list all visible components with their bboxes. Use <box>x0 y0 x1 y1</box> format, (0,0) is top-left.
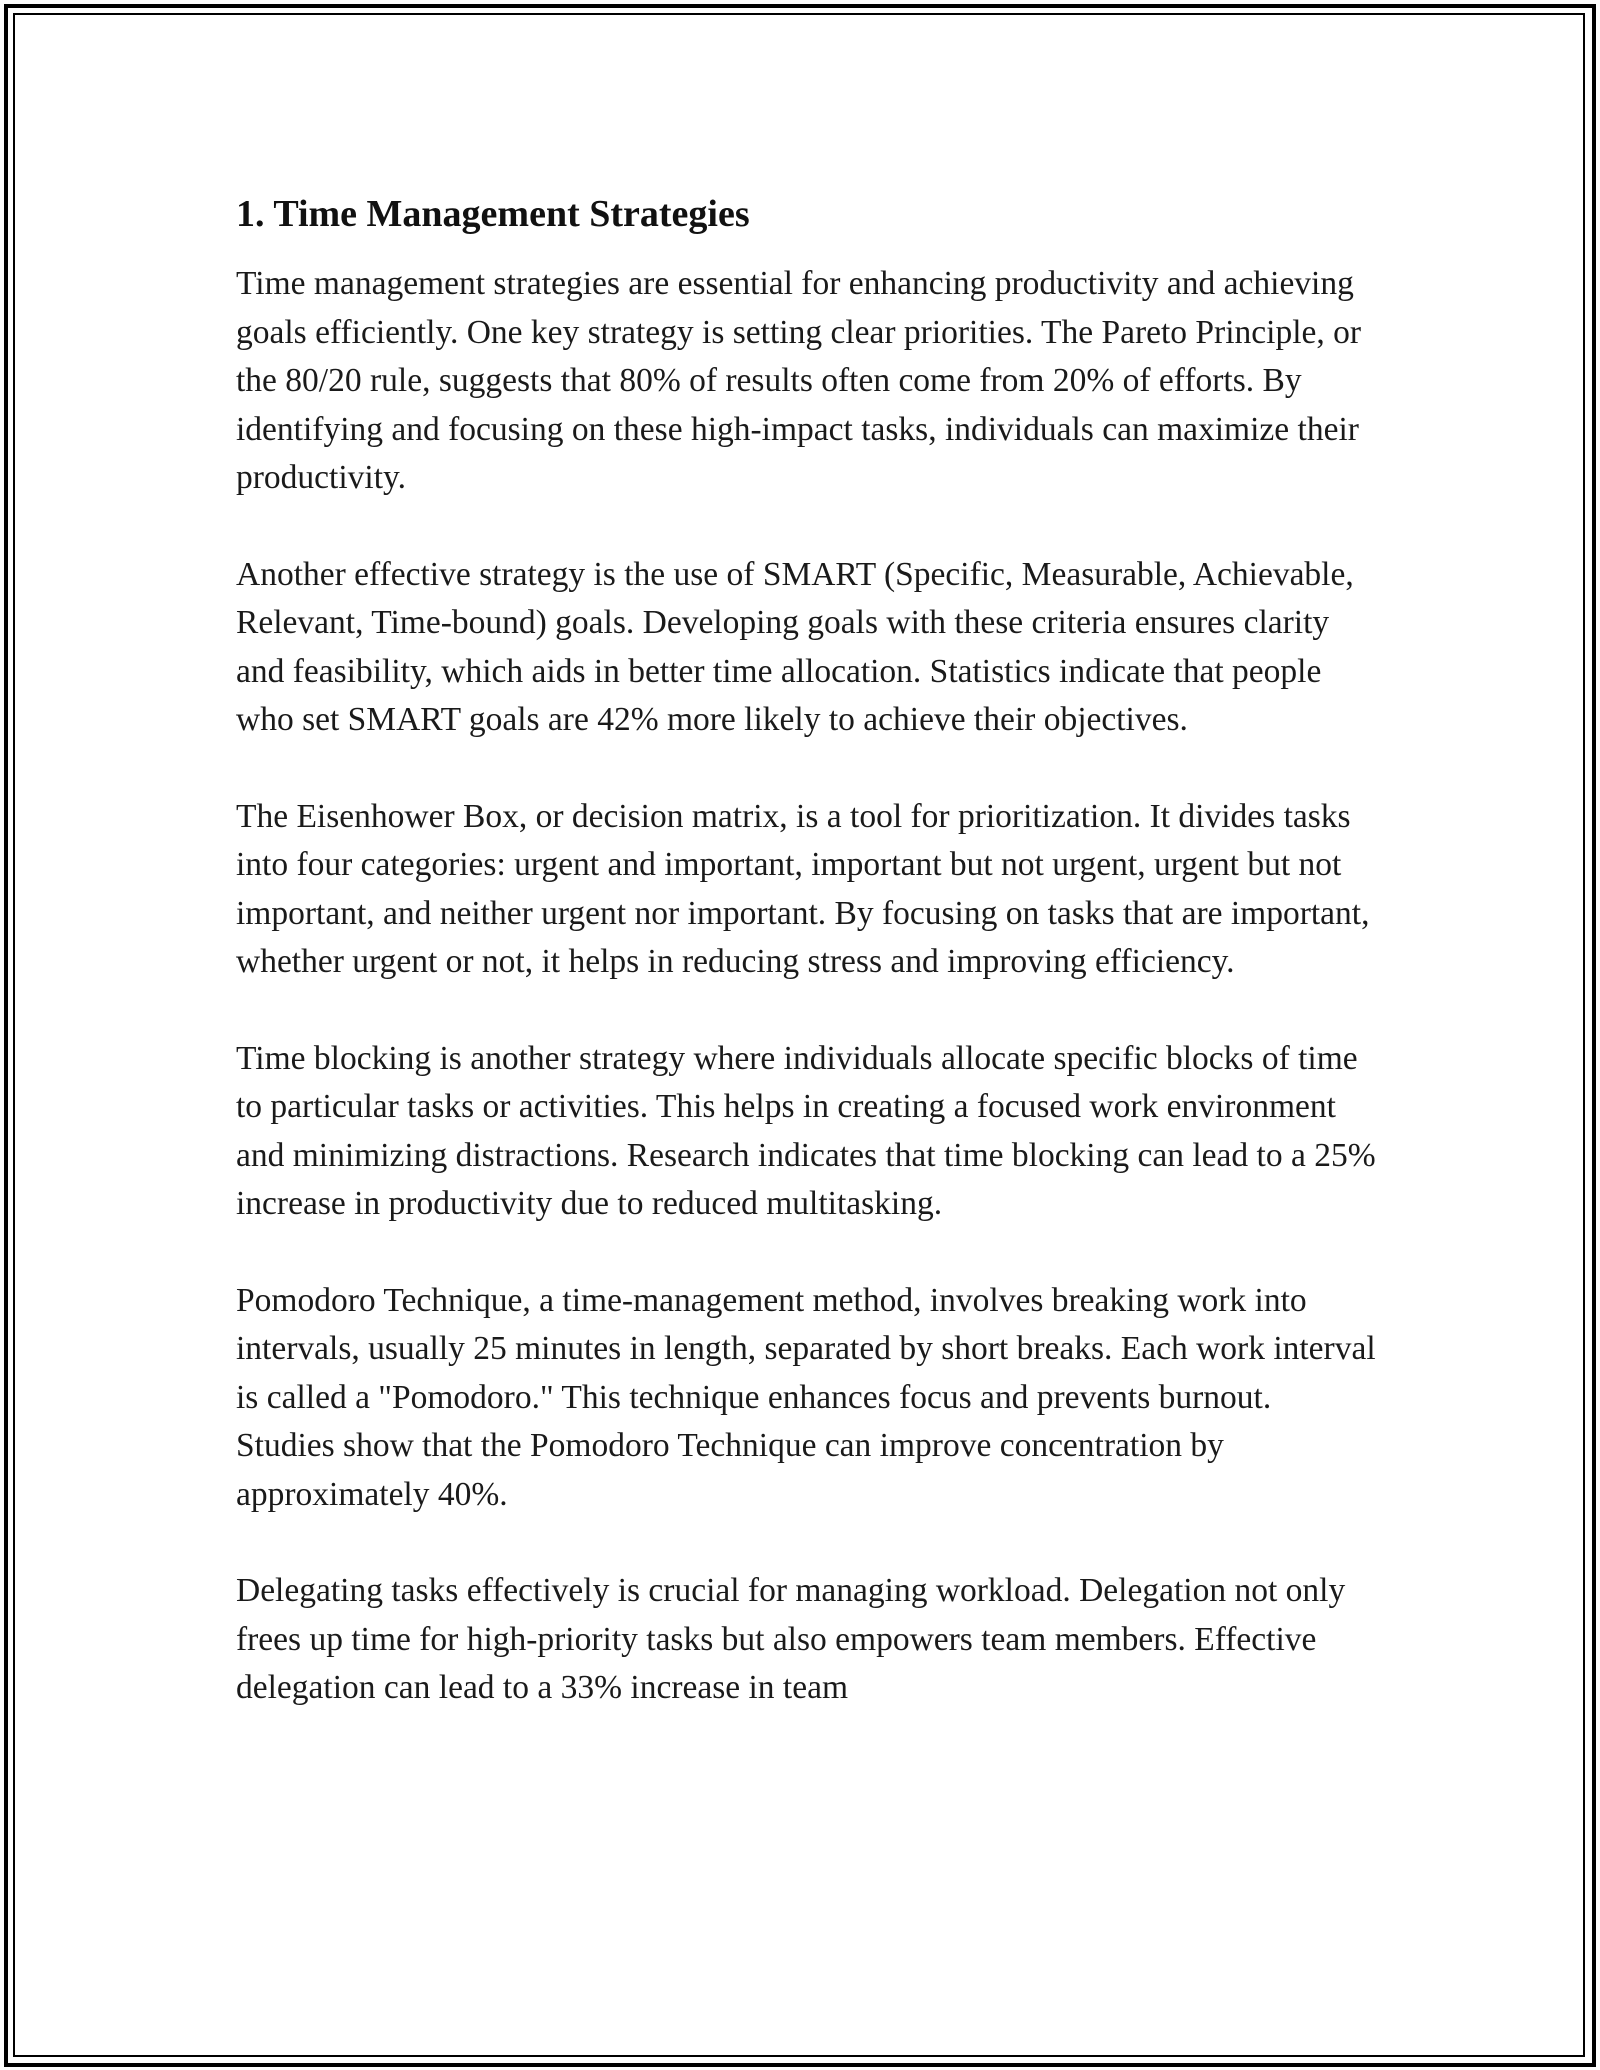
paragraph-pomodoro: Pomodoro Technique, a time-management method, involves breaking work into intervals, usually 25 minutes in length, separated by short breaks. Each work interval is called a "Pomodoro." This technique enhances focus and prevents burnout. Studies show that the Pomodoro Technique can improve concentration by approximately 40%. <box>236 1281 1376 1513</box>
paragraph-time-blocking: Time blocking is another strategy where individuals allocate specific blocks of time to particular tasks or activities. This helps in creating a focused work environment and minimizing distractions. Research indicates that time blocking can lead to a 25% increase in productivity due to reduced multitasking. <box>236 1039 1376 1222</box>
section-heading: 1. Time Management Strategies <box>236 193 750 235</box>
paragraph-smart-goals: Another effective strategy is the use of SMART (Specific, Measurable, Achievable, Relevant, Time-bound) goals. Developing goals with these criteria ensures clarity and feasibility, which aids in better time allocation. Statistics indicate that people who set SMART goals are 42% more likely to achieve their objectives. <box>236 555 1354 738</box>
paragraph-list <box>236 260 1376 1713</box>
paragraph-pareto: Time management strategies are essential for enhancing productivity and achieving goals efficiently. One key strategy is setting clear priorities. The Pareto Principle, or the 80/20 rule, suggests that 80% of results often come from 20% of efforts. By identifying and focusing on these high-impact tasks, individuals can maximize their productivity. <box>236 265 1362 496</box>
paragraph-delegation: Delegating tasks effectively is crucial for managing workload. Delegation not only frees up time for high-priority tasks but also empowers team members. Effective delegation can lead to a 33% increase in team <box>236 1572 1346 1706</box>
document-body <box>236 188 1376 1761</box>
paragraph-eisenhower: The Eisenhower Box, or decision matrix, is a tool for prioritization. It divides tasks into four categories: urgent and important, important but not urgent, urgent but not important, and neither urgent nor important. By focusing on tasks that are important, whether urgent or not, it helps in reducing stress and improving efficiency. <box>236 797 1370 980</box>
